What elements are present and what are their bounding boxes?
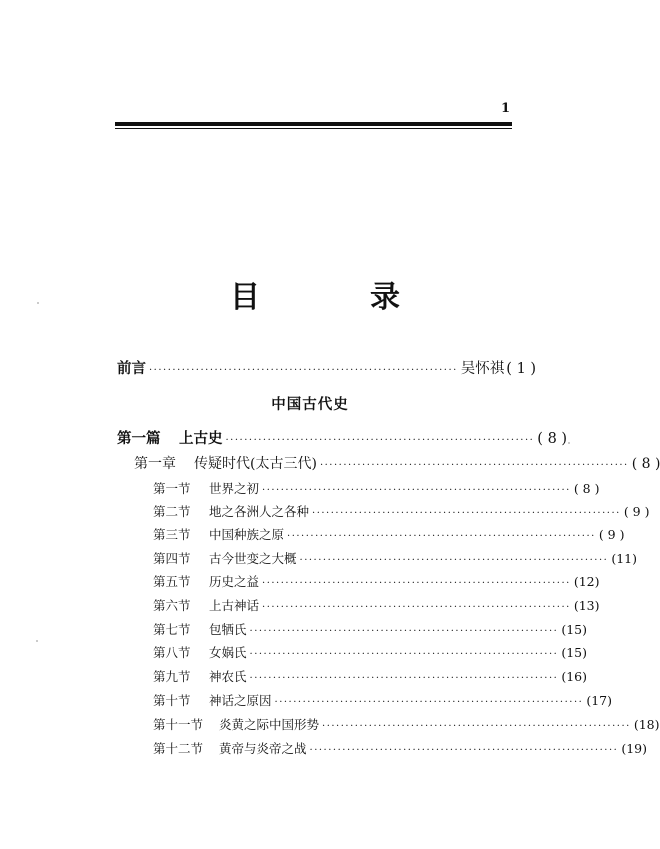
section-title: 女娲氏 <box>209 645 247 660</box>
section-title: 古今世变之大概 <box>209 551 297 566</box>
toc-entry-section[interactable] <box>153 526 625 544</box>
section-number: 第十二节 <box>153 741 204 756</box>
toc-entry-page: (15) <box>561 645 587 660</box>
toc-entry-label <box>153 644 247 662</box>
toc-entry-label <box>117 430 223 448</box>
toc-entry-author: 吴怀祺 <box>460 361 505 377</box>
chapter-title: 传疑时代(太古三代) <box>194 456 317 472</box>
section-number: 第四节 <box>153 551 191 566</box>
toc-entry-page: ( 8 ) <box>631 456 660 472</box>
scan-speck <box>568 442 570 444</box>
dot-leader: ·································································· <box>322 721 631 732</box>
toc-entry-section[interactable] <box>153 597 600 615</box>
toc-entry-section[interactable] <box>153 503 650 521</box>
section-number: 第十节 <box>153 693 191 708</box>
section-number: 第九节 <box>153 669 191 684</box>
dot-leader: ·································································· <box>262 485 571 496</box>
section-title: 地之各洲人之各种 <box>209 504 310 519</box>
toc-entry-section[interactable] <box>153 716 660 734</box>
toc-entry-label <box>153 668 247 686</box>
toc-entry-part[interactable] <box>117 430 568 448</box>
toc-entry-label <box>153 550 297 568</box>
dot-leader: ·································································· <box>299 555 609 566</box>
toc-entry-page: ( 9 ) <box>623 504 650 519</box>
toc-title-char: 目 <box>230 280 260 315</box>
section-title: 上古神话 <box>209 598 260 613</box>
dot-leader: ·································································· <box>149 365 458 376</box>
toc-entry-page: (13) <box>573 598 600 613</box>
toc-entry-label <box>153 573 259 591</box>
dot-leader: ·································································· <box>262 578 571 589</box>
toc-title-char: 录 <box>370 280 400 315</box>
section-heading: 中国古代史 <box>271 396 349 413</box>
toc-entry-page: (15) <box>561 622 587 637</box>
dot-leader: ·································································· <box>249 673 559 684</box>
toc-entry-label <box>153 692 272 710</box>
toc-entry-section[interactable] <box>153 668 587 686</box>
dot-leader: ·································································· <box>312 508 621 519</box>
toc-entry-section[interactable] <box>153 644 587 662</box>
chapter-number: 第一章 <box>134 456 176 472</box>
toc-entry-label <box>153 480 259 498</box>
toc-entry-page: ( 1 ) <box>506 361 537 377</box>
part-number: 第一篇 <box>117 430 161 447</box>
dot-leader: ·································································· <box>309 745 619 756</box>
dot-leader: ·································································· <box>287 531 596 542</box>
toc-entry-label <box>153 597 259 615</box>
page-number: 1 <box>500 101 510 116</box>
toc-entry-preface[interactable] <box>117 360 537 378</box>
section-title: 神农氏 <box>209 669 247 684</box>
dot-leader: ·································································· <box>274 697 584 708</box>
dot-leader: ·································································· <box>249 626 559 637</box>
dot-leader: ·································································· <box>225 435 535 446</box>
toc-entry-label <box>134 455 317 473</box>
dot-leader: ·································································· <box>262 602 571 613</box>
section-title: 神话之原因 <box>209 693 272 708</box>
scan-speck <box>37 302 39 304</box>
section-number: 第二节 <box>153 504 191 519</box>
toc-entry-page: (19) <box>621 741 647 756</box>
toc-entry-page: (11) <box>611 551 637 566</box>
header-rule-thick <box>115 122 512 126</box>
section-title: 历史之益 <box>209 574 260 589</box>
toc-entry-page: ( 9 ) <box>598 527 625 542</box>
toc-entry-page: ( 8 ) <box>573 481 600 496</box>
section-number: 第一节 <box>153 481 191 496</box>
toc-entry-page: (18) <box>633 717 660 732</box>
toc-entry-label <box>153 740 307 758</box>
header-rule-thin <box>115 128 512 129</box>
section-number: 第三节 <box>153 527 191 542</box>
section-title: 世界之初 <box>209 481 260 496</box>
toc-entry-label <box>153 503 309 521</box>
toc-entry-chapter[interactable] <box>134 455 660 473</box>
section-title: 包牺氏 <box>209 622 247 637</box>
part-title: 上古史 <box>179 430 223 447</box>
section-number: 第八节 <box>153 645 191 660</box>
toc-entry-section[interactable] <box>153 480 600 498</box>
toc-entry-page: (12) <box>573 574 600 589</box>
toc-entry-label <box>153 621 247 639</box>
section-number: 第六节 <box>153 598 191 613</box>
toc-entry-label <box>153 526 284 544</box>
toc-entry-section[interactable] <box>153 692 612 710</box>
section-number: 第十一节 <box>153 717 204 732</box>
dot-leader: ·································································· <box>249 649 559 660</box>
toc-entry-page: (16) <box>561 669 587 684</box>
toc-entry-label: 前言 <box>117 360 146 377</box>
toc-title <box>230 280 400 316</box>
toc-entry-page: ( 8 ) <box>537 431 568 447</box>
section-title: 炎黄之际中国形势 <box>219 717 320 732</box>
section-number: 第七节 <box>153 622 191 637</box>
dot-leader: ·································································· <box>319 460 629 471</box>
toc-entry-section[interactable] <box>153 550 637 568</box>
scan-speck <box>36 640 38 642</box>
toc-entry-section[interactable] <box>153 740 647 758</box>
section-title: 黄帝与炎帝之战 <box>219 741 307 756</box>
toc-entry-label <box>153 716 319 734</box>
section-title: 中国种族之原 <box>209 527 285 542</box>
section-number: 第五节 <box>153 574 191 589</box>
toc-entry-page: (17) <box>586 693 612 708</box>
toc-entry-section[interactable] <box>153 573 600 591</box>
toc-entry-section[interactable] <box>153 621 587 639</box>
